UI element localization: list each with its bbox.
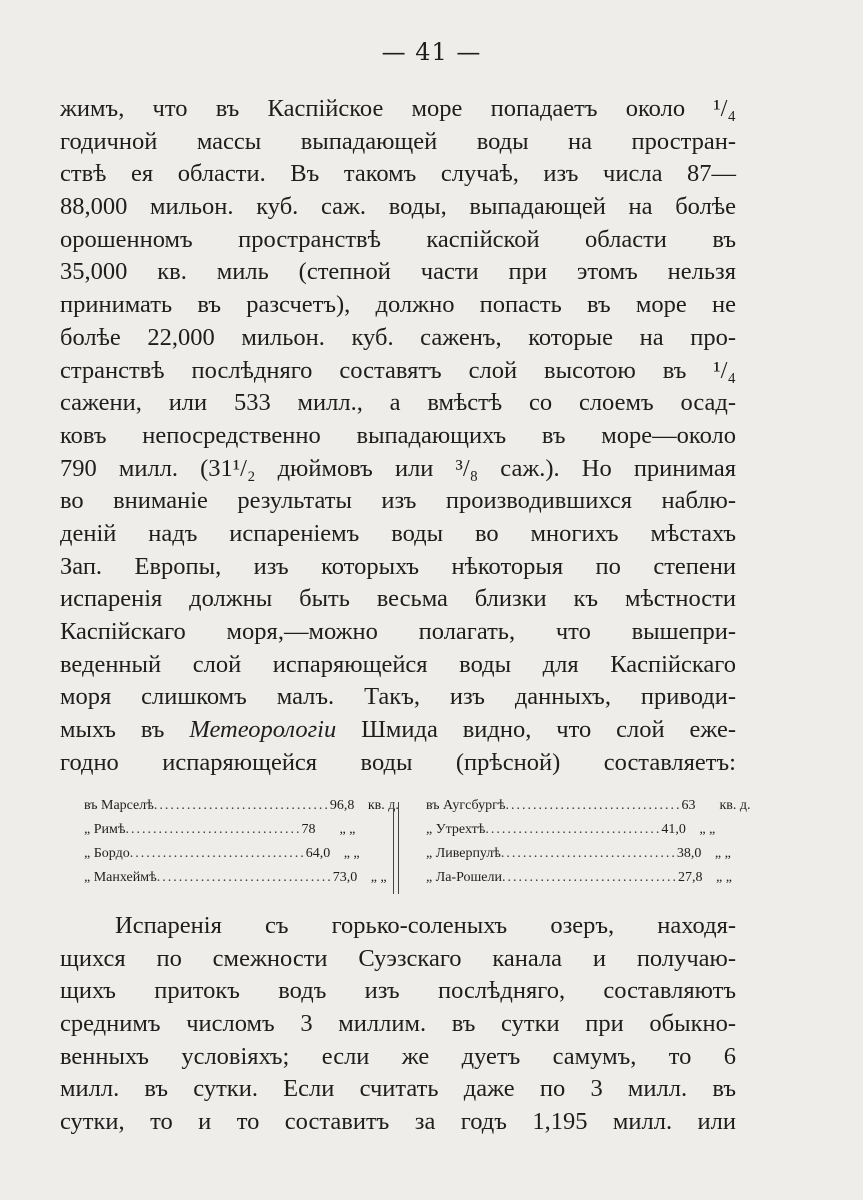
evaporation-value: 38,0 <box>676 846 702 861</box>
table-row <box>426 870 732 894</box>
leader-dots: ................................ <box>129 846 306 861</box>
city-name: въ Аугсбургѣ <box>426 798 506 813</box>
text-line: ствѣ ея области. Въ такомъ случаѣ, изъ числа 87— <box>60 160 736 188</box>
unit: „ „ <box>343 846 360 861</box>
book-title: Метеорологіи <box>189 716 337 744</box>
leader-dots: ................................ <box>153 798 330 813</box>
unit: „ „ <box>699 822 716 837</box>
leader-dots: ................................ <box>485 822 662 837</box>
evaporation-value: 96,8 <box>329 798 355 813</box>
table-row <box>426 822 716 846</box>
text-line: деній надъ испареніемъ воды во многихъ мѣстахъ <box>60 519 736 547</box>
table-row <box>84 822 374 846</box>
text-line: 88,000 мильон. куб. саж. воды, выпадающей на болѣе <box>60 193 736 221</box>
text-line: сажени, или 533 милл., а вмѣстѣ со слоемъ осад- <box>60 389 736 417</box>
text-line: принимать въ разсчетъ), должно попасть въ море не <box>60 291 736 319</box>
text-line: милл. въ сутки. Если считать даже по 3 милл. въ <box>60 1075 736 1103</box>
text-line <box>60 714 736 747</box>
unit: „ „ <box>714 846 731 861</box>
text-line: Каспійскаго моря,—можно полагать, что вышепри- <box>60 618 736 645</box>
city-name: „ Бордо <box>84 846 130 861</box>
evaporation-value: 78 <box>301 822 316 837</box>
table-row <box>426 798 751 822</box>
text-line: болѣе 22,000 мильон. куб. саженъ, которые на про- <box>60 323 736 351</box>
text-line: венныхъ условіяхъ; если же дуетъ самумъ, то 6 <box>60 1042 736 1070</box>
leader-dots: ................................ <box>505 798 682 813</box>
city-name: „ Манхеймѣ <box>84 870 157 885</box>
text-line: моря слишкомъ малъ. Такъ, изъ данныхъ, приводи- <box>60 683 736 711</box>
text-line: 790 милл. (31¹/₂ дюймовъ или ³/₈ саж.). Но принимая <box>60 454 736 482</box>
leader-dots: ................................ <box>500 846 677 861</box>
city-name: „ Ливерпулѣ <box>426 846 501 861</box>
table-row <box>84 798 399 822</box>
city-name: „ Ла-Рошели <box>426 870 502 885</box>
text-line: жимъ, что въ Каспійское море попадаетъ около ¹/₄ <box>60 95 736 122</box>
table-column-right <box>426 798 751 894</box>
city-name: „ Утрехтѣ <box>426 822 486 837</box>
text-line: 35,000 кв. миль (степной части при этомъ нельзя <box>60 258 736 286</box>
text-line: орошенномъ пространствѣ каспійской области въ <box>60 225 736 253</box>
text-fragment: мыхъ въ <box>60 716 165 744</box>
evaporation-value: 73,0 <box>332 870 358 885</box>
unit: кв. д. <box>719 798 751 813</box>
evaporation-value: 64,0 <box>305 846 331 861</box>
table-row <box>84 870 387 894</box>
table-column-left <box>84 798 399 894</box>
table-row <box>426 846 731 870</box>
unit: „ „ <box>339 822 356 837</box>
evaporation-value: 27,8 <box>678 870 703 885</box>
city-name: „ Римѣ <box>84 822 126 837</box>
unit: кв. д. <box>367 798 399 813</box>
text-line: испаренія должны быть весьма близки къ мѣстности <box>60 585 736 613</box>
unit: „ „ <box>370 870 387 885</box>
text-line: веденный слой испаряющейся воды для Каспійскаго <box>60 650 736 678</box>
page-number: — 41 — <box>381 38 482 66</box>
text-line: щихъ притокъ водъ изъ послѣдняго, составляютъ <box>60 977 736 1005</box>
leader-dots: ................................ <box>125 822 302 837</box>
text-line: щихся по смежности Суэзскаго канала и получаю- <box>60 944 736 972</box>
table-row <box>84 846 374 870</box>
text-line: странствѣ послѣдняго составятъ слой высотою въ ¹/₄ <box>60 356 736 384</box>
evaporation-value: 63 <box>681 798 696 813</box>
text-line: Испаренія съ горько-соленыхъ озеръ, находя- <box>115 912 736 939</box>
paragraph-1 <box>60 93 736 779</box>
unit: „ „ <box>716 870 732 885</box>
text-line: годно испаряющейся воды (прѣсной) составляетъ: <box>60 748 736 776</box>
text-line: ковъ непосредственно выпадающихъ въ море—около <box>60 421 736 449</box>
text-line: сутки, то и то составитъ за годъ 1,195 милл. или <box>60 1108 736 1136</box>
text-line: во вниманіе результаты изъ производившихся наблю- <box>60 487 736 515</box>
text-line: среднимъ числомъ 3 миллим. въ сутки при обыкно- <box>60 1010 736 1038</box>
text-fragment: Шмида видно, что слой еже- <box>361 716 737 744</box>
evaporation-value: 41,0 <box>661 822 686 837</box>
paragraph-2 <box>60 910 736 1139</box>
text-line: годичной массы выпадающей воды на простран- <box>60 127 736 155</box>
evaporation-table <box>80 798 751 903</box>
leader-dots: ................................ <box>156 870 333 885</box>
leader-dots: ................................ <box>502 870 678 885</box>
text-line: Зап. Европы, изъ которыхъ нѣкоторыя по степени <box>60 552 736 580</box>
column-divider <box>393 802 399 894</box>
city-name: въ Марселѣ <box>84 798 154 813</box>
